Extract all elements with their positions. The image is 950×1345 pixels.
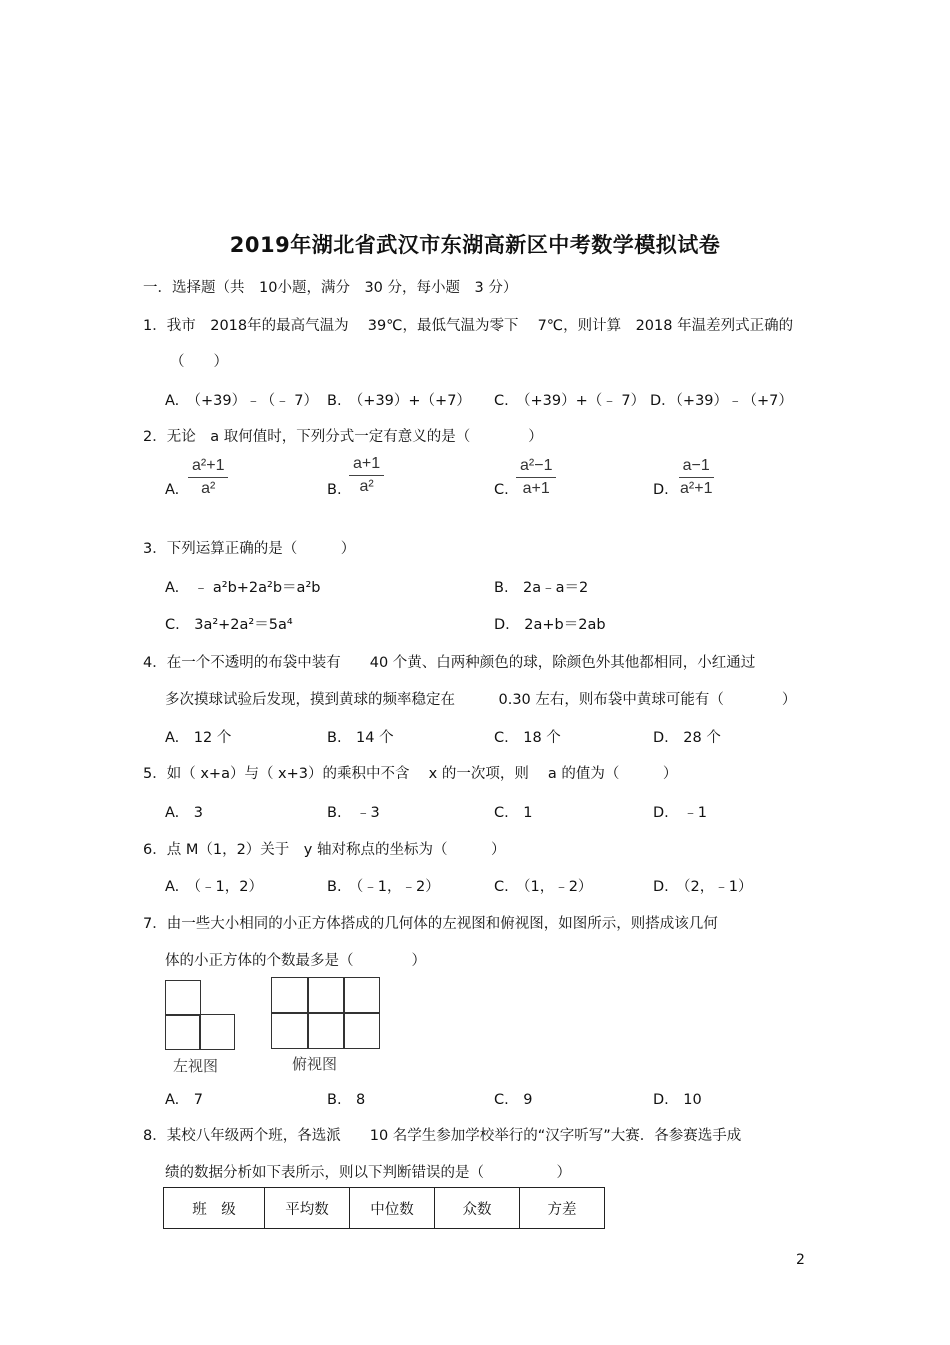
q5-option-d: D. ﹣1: [653, 805, 707, 821]
q2-option-a-label: A.: [165, 482, 180, 498]
fraction-denominator: a²+1: [680, 480, 713, 497]
fraction-numerator: a²+1: [188, 456, 228, 478]
q6-option-a: A. （﹣1，2）: [165, 879, 263, 895]
q6-option-d: D. （2，﹣1）: [653, 879, 753, 895]
q2-option-c-fraction: [516, 456, 556, 499]
q3-stem: 3．下列运算正确的是（ ）: [143, 541, 356, 557]
q5-stem: 5．如（ x+a）与（ x+3）的乘积中不含 x 的一次项，则 a 的值为（ ）: [143, 766, 678, 782]
fraction-numerator: a+1: [349, 454, 384, 476]
q5-option-b: B. ﹣3: [327, 805, 380, 821]
q3-option-d: D. 2a+b＝2ab: [494, 617, 606, 633]
score-table: [163, 1187, 605, 1229]
q6-option-b: B. （﹣1，﹣2）: [327, 879, 440, 895]
grid-cell: [343, 1012, 380, 1049]
q8-stem-line2: 绩的数据分析如下表所示，则以下判断错误的是（ ）: [165, 1165, 571, 1181]
grid-cell: [307, 1012, 345, 1049]
q2-option-b-fraction: [349, 454, 384, 497]
fraction-numerator: a−1: [679, 456, 714, 478]
q2-option-a-fraction: [188, 456, 228, 499]
q7-stem-line2: 体的小正方体的个数最多是（ ）: [165, 953, 426, 969]
q1-option-b: B. （+39）+（+7）: [327, 393, 471, 409]
q4-option-b: B. 14 个: [327, 730, 394, 746]
q4-stem-line2: 多次摸球试验后发现，摸到黄球的频率稳定在 0.30 左右，则布袋中黄球可能有（ ）: [165, 692, 797, 708]
q6-stem: 6．点 M（1，2）关于 y 轴对称点的坐标为（ ）: [143, 842, 506, 858]
fraction-denominator: a²: [201, 480, 216, 497]
q4-stem-line1: 4．在一个不透明的布袋中装有 40 个黄、白两种颜色的球，除颜色外其他都相同，小红通过: [143, 655, 756, 671]
q1-stem-line1: 1．我市 2018年的最高气温为 39℃，最低气温为零下 7℃，则计算 2018 年温差列式正确的: [143, 318, 794, 334]
q6-option-c: C. （1，﹣2）: [494, 879, 593, 895]
q2-stem: 2．无论 a 取何值时，下列分式一定有意义的是（ ）: [143, 429, 543, 445]
table-header-cell: 平均数: [265, 1188, 350, 1229]
top-view-caption: 俯视图: [292, 1055, 338, 1073]
grid-cell: [271, 1012, 309, 1049]
fraction-denominator: a+1: [522, 480, 550, 497]
q2-option-b-label: B.: [327, 482, 342, 498]
q7-option-a: A. 7: [165, 1092, 203, 1108]
grid-cell: [271, 977, 309, 1014]
q2-option-c-label: C.: [494, 482, 509, 498]
grid-cell: [307, 977, 345, 1014]
q8-stem-line1: 8．某校八年级两个班，各选派 10 名学生参加学校举行的“汉字听写”大赛．各参赛选手成: [143, 1128, 742, 1144]
q4-option-a: A. 12 个: [165, 730, 232, 746]
grid-cell: [165, 1014, 201, 1050]
q7-stem-line1: 7．由一些大小相同的小正方体搭成的几何体的左视图和俯视图，如图所示，则搭成该几何: [143, 916, 718, 932]
q1-option-a: A. （+39）﹣（﹣ 7）: [165, 393, 318, 409]
q3-option-c: C. 3a²+2a²＝5a⁴: [165, 617, 293, 633]
fraction-denominator: a²: [359, 478, 374, 495]
table-header-row: [164, 1188, 605, 1229]
q2-option-d-fraction: [676, 456, 716, 499]
q1-stem-line2: （ ）: [170, 354, 228, 370]
fraction-numerator: a²−1: [516, 456, 556, 478]
q7-option-b: B. 8: [327, 1092, 366, 1108]
table-header-cell: 方差: [520, 1188, 605, 1229]
q5-option-c: C. 1: [494, 805, 533, 821]
q4-option-c: C. 18 个: [494, 730, 561, 746]
q3-option-b: B. 2a﹣a＝2: [494, 580, 589, 596]
q1-option-d: D．（+39）﹣（+7）: [650, 393, 793, 409]
page-number: 2: [796, 1252, 805, 1268]
page-title: 2019年湖北省武汉市东湖高新区中考数学模拟试卷: [229, 233, 721, 257]
q3-option-a: A. ﹣ a²b+2a²b＝a²b: [165, 580, 321, 596]
q1-option-c: C. （+39）+（﹣ 7）: [494, 393, 646, 409]
left-view-caption: 左视图: [173, 1057, 219, 1075]
table-header-cell: 班 级: [164, 1188, 265, 1229]
q4-option-d: D. 28 个: [653, 730, 721, 746]
table-header-cell: 中位数: [350, 1188, 435, 1229]
grid-cell: [199, 1014, 235, 1050]
q5-option-a: A. 3: [165, 805, 203, 821]
grid-cell: [343, 977, 380, 1014]
grid-cell: [165, 980, 201, 1016]
q7-option-d: D. 10: [653, 1092, 702, 1108]
table-header-cell: 众数: [435, 1188, 520, 1229]
section-heading: 一．选择题（共 10小题，满分 30 分，每小题 3 分）: [143, 280, 518, 296]
q2-option-d-label: D.: [653, 482, 669, 498]
q7-option-c: C. 9: [494, 1092, 533, 1108]
